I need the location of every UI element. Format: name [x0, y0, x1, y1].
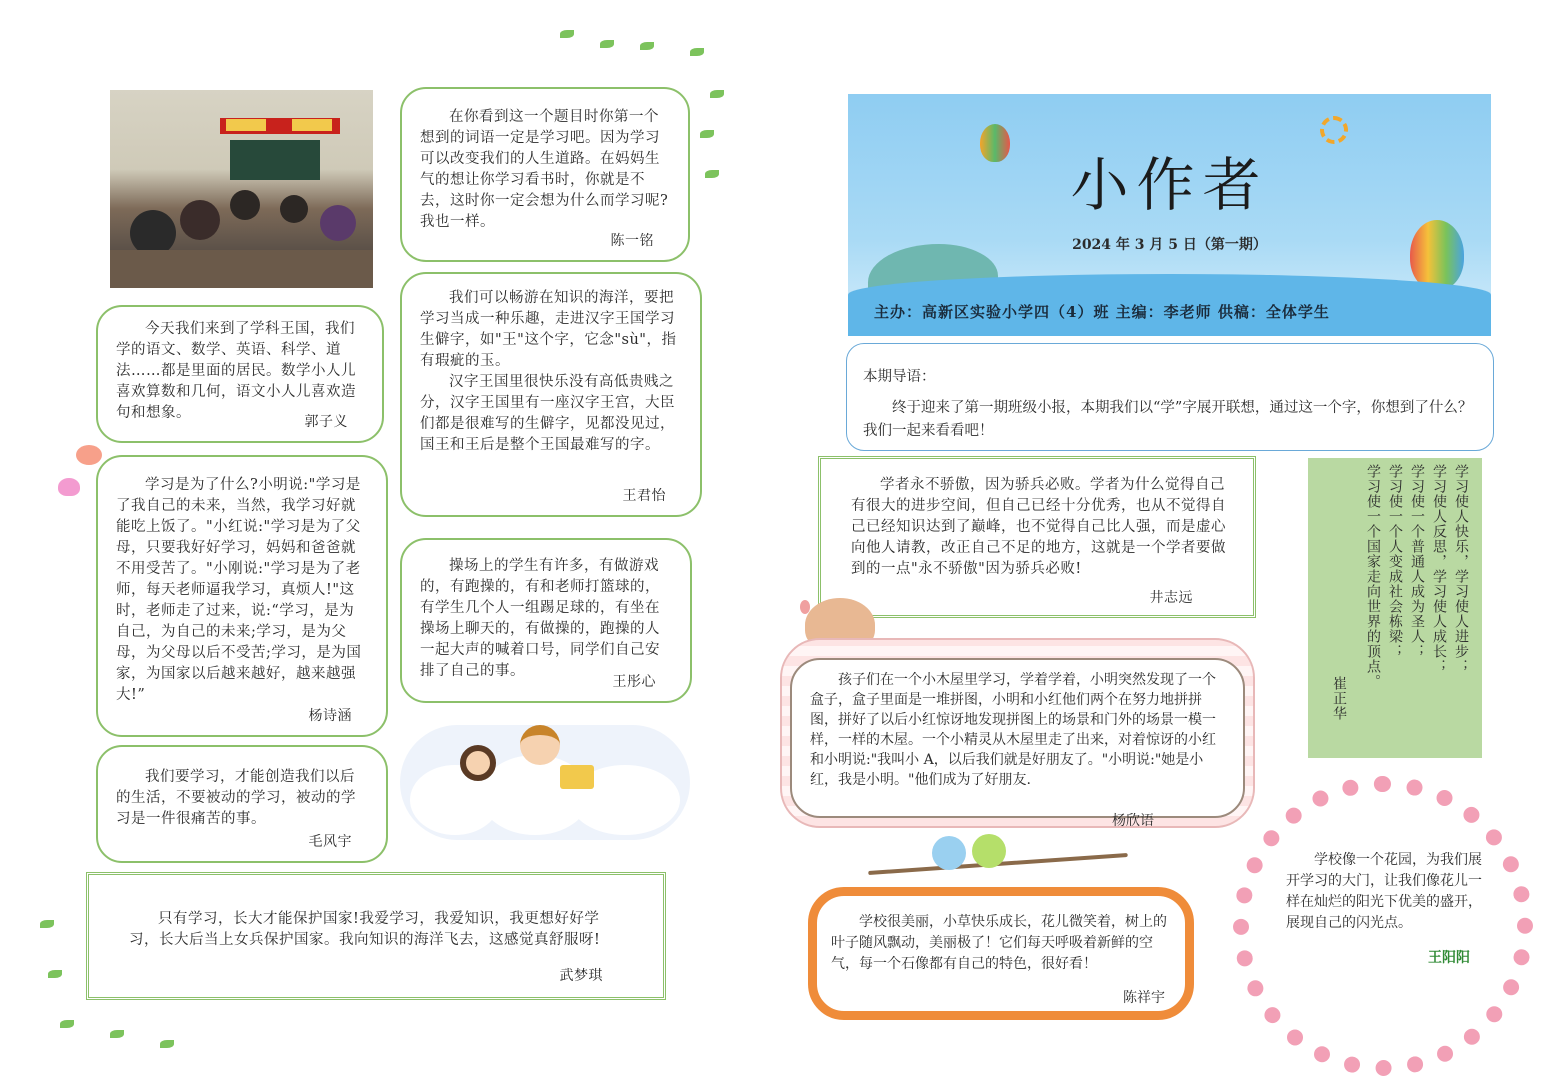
- article-text: 学习是为了什么?小明说:"学习是了我自己的未来，当然，我学习好就能吃上饭了。"小红说:"学习是为了父母，只要我好好学习，妈妈和爸爸就不用受苦了。"小刚说:"学习是为了老师，每天老师逼我学习，真烦人!"这时，老师走了过来，说:“学习，是为自己，为自己的未来;学习，是为父母，为父母以后不受苦;学习，是为国家，为国家以后越来越好，越来越强大!”: [116, 477, 362, 703]
- vertical-poem-box: [1308, 458, 1482, 758]
- newspaper-header: [848, 94, 1491, 336]
- vine-leaf-icon: [710, 90, 724, 98]
- vine-leaf-icon: [40, 920, 54, 928]
- vine-leaf-icon: [560, 30, 574, 38]
- poem-line: 学习使一个国家走向世界的顶点。: [1365, 464, 1381, 689]
- newspaper-title: 小作者: [1070, 151, 1269, 219]
- article-author: 陈祥宇: [1123, 990, 1165, 1006]
- article-author: 郭子义: [304, 414, 348, 430]
- article-author: 王彤心: [612, 674, 656, 690]
- vine-leaf-icon: [690, 48, 704, 56]
- article-box-chen-yiming: [400, 87, 690, 262]
- issue-date: 2024 年 3 月 5 日（第一期）: [1072, 237, 1267, 253]
- article-text: 我们可以畅游在知识的海洋，要把学习当成一种乐趣，走进汉字王国学习生僻字，如"王"这个字，它念"sù"，指有瑕疵的玉。: [420, 290, 677, 369]
- book-icon: [560, 765, 594, 789]
- intro-text: 终于迎来了第一期班级小报，本期我们以“学”字展开联想，通过这一个字，你想到了什么？我们一起来看看吧！: [863, 400, 1473, 439]
- article-text: 孩子们在一个小木屋里学习，学着学着，小明突然发现了一个盒子，盒子里面是一堆拼图，小明和小红他们两个在努力地拼拼图，拼好了以后小红惊讶地发现拼图上的场景和门外的场景一模一样，一样的木屋。一个小精灵从木屋里走了出来，对着惊讶的小红和小明说:"我叫小 A，以后我们就是好朋友了。"小明说:"她是小红，我是小明。"他们成为了好朋友.: [810, 672, 1216, 788]
- article-box-mao-fengyu: [96, 745, 388, 863]
- poem-line: 学习使人快乐，学习使人进步；: [1453, 464, 1469, 674]
- article-text: 操场上的学生有许多，有做游戏的，有跑操的，有和老师打篮球的，有学生几个人一组踢足球的，有坐在操场上聊天的，有做操的，跑操的人一起大声的喊着口号，同学们自己安排了自己的事。: [420, 558, 660, 679]
- classroom-banner: [220, 118, 340, 134]
- poem-line: 学习使一个人变成社会栋梁；: [1387, 464, 1403, 659]
- vine-leaf-icon: [705, 170, 719, 178]
- article-box-wang-tongxin: [400, 538, 692, 703]
- article-text: 汉字王国里很快乐没有高低贵贱之分，汉字王国里有一座汉字王宫，大臣们都是很难写的生僻字，见都没见过，国王和王后是整个王国最难写的字。: [420, 374, 675, 453]
- vine-leaf-icon: [60, 1020, 74, 1028]
- article-box-yang-xinyu: [780, 638, 1255, 828]
- article-text: 学者永不骄傲，因为骄兵必败。学者为什么觉得自己有很大的进步空间，但自己已经十分优秀，也从不觉得自己已经知识达到了巅峰，也不觉得自己比人强，而是虚心向他人请教，改正自己不足的地方，这就是一个学者要做到的一点"永不骄傲"因为骄兵必败!: [851, 477, 1226, 577]
- intro-label: 本期导语：: [863, 369, 936, 385]
- article-text: 只有学习，长大才能保护国家!我爱学习，我爱知识，我更想好好学习，长大后当上女兵保护国家。我向知识的海洋飞去，这感觉真舒服呀!: [129, 911, 601, 948]
- article-box-wang-yangyang: [1286, 850, 1486, 969]
- article-box-yang-shihan: [96, 455, 388, 737]
- article-box-guo-ziyi: [96, 305, 384, 443]
- article-author: 井志远: [1149, 590, 1193, 606]
- intro-box: [846, 343, 1494, 451]
- article-author: 武梦琪: [559, 968, 603, 984]
- article-author: 王阳阳: [1428, 950, 1470, 966]
- kids-reading-cloud-illustration: [400, 725, 690, 840]
- blackboard: [230, 140, 320, 180]
- boy-icon: [520, 725, 560, 765]
- article-author: 毛风宇: [308, 834, 352, 850]
- article-text: 今天我们来到了学科王国，我们学的语文、数学、英语、科学、道法……都是里面的居民。数学小人儿喜欢算数和几何，语文小人儿喜欢造句和想象。: [116, 321, 356, 421]
- poem-line: 学习使一个普通人成为圣人；: [1409, 464, 1425, 659]
- music-note-icon: [800, 600, 810, 614]
- bird-icon: [972, 834, 1006, 868]
- vine-leaf-icon: [600, 40, 614, 48]
- article-box-chen-xiangyu: [808, 887, 1194, 1020]
- article-box-jing-zhiyuan: [818, 456, 1256, 618]
- ladybug-icon: [76, 445, 102, 465]
- poem-line: 学习使人反思，学习使人成长；: [1431, 464, 1447, 674]
- hot-air-balloon-icon: [1410, 220, 1464, 290]
- vine-leaf-icon: [160, 1040, 174, 1048]
- article-box-wu-mengqi: [86, 872, 666, 1000]
- vine-leaf-icon: [48, 970, 62, 978]
- butterfly-icon: [58, 478, 80, 496]
- article-text: 在你看到这一个题目时你第一个想到的词语一定是学习吧。因为学习可以改变我们的人生道路。在妈妈生气的想让你学习看书时，你就是不去，这时你一定会想为什么而学习呢?我也一样。: [420, 109, 669, 230]
- article-text: 我们要学习，才能创造我们以后的生活，不要被动的学习，被动的学习是一件很痛苦的事。: [116, 769, 356, 827]
- article-text: 学校像一个花园，为我们展开学习的大门，让我们像花儿一样在灿烂的阳光下优美的盛开，展现自己的闪光点。: [1286, 852, 1482, 931]
- girl-icon: [460, 745, 496, 781]
- vine-leaf-icon: [110, 1030, 124, 1038]
- classroom-photo: [110, 90, 373, 288]
- article-author: 杨欣语: [1112, 813, 1154, 829]
- article-author: 杨诗涵: [308, 708, 352, 724]
- vine-leaf-icon: [640, 42, 654, 50]
- poem-author: 崔正华: [1331, 676, 1347, 721]
- plaid-inner: [790, 658, 1245, 818]
- article-author: 王君怡: [622, 488, 666, 504]
- article-author: 陈一铭: [610, 233, 654, 249]
- article-text: 学校很美丽，小草快乐成长，花儿微笑着，树上的叶子随风飘动，美丽极了！它们每天呼吸着新鲜的空气，每一个石像都有自己的特色，很好看！: [831, 914, 1167, 972]
- article-box-wang-junyi: [400, 272, 702, 517]
- bird-icon: [932, 836, 966, 870]
- vine-leaf-icon: [700, 130, 714, 138]
- header-credits: 主办：高新区实验小学四（4）班 主编：李老师 供稿：全体学生: [874, 303, 1330, 321]
